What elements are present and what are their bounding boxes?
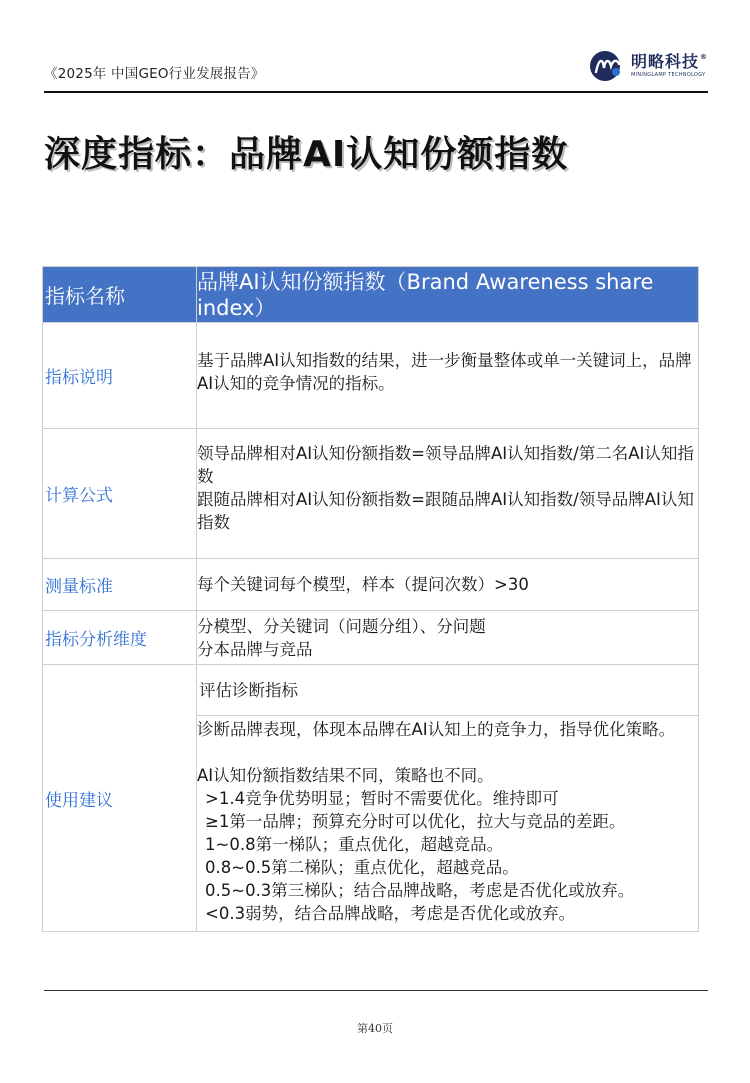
advice-type: 评估诊断指标 [197, 665, 698, 716]
metric-name-label: 指标名称 [43, 267, 197, 323]
dimensions-line-1: 分模型、分关键词（问题分组）、分问题 [197, 616, 486, 636]
standard-label: 测量标准 [43, 559, 197, 611]
table-row-advice [43, 665, 699, 932]
table-row-dimensions [43, 611, 699, 665]
description-value: 基于品牌AI认知指数的结果，进一步衡量整体或单一关键词上，品牌AI认知的竞争情况的指标。 [197, 323, 699, 429]
report-title: 《2025年 中国GEO行业发展报告》 [44, 66, 265, 82]
metric-table [42, 266, 699, 932]
formula-line-leader: 领导品牌相对AI认知份额指数=领导品牌AI认知指数/第二名AI认知指数 [197, 443, 694, 486]
logo-registered-mark: ® [700, 53, 708, 61]
table-header-row [43, 267, 699, 323]
advice-label: 使用建议 [43, 665, 197, 932]
company-logo [589, 50, 708, 82]
advice-tier-6: <0.3弱势，结合品牌战略，考虑是否优化或放弃。 [205, 904, 576, 923]
table-row-standard [43, 559, 699, 611]
advice-tier-5: 0.5~0.3第三梯队；结合品牌战略，考虑是否优化或放弃。 [205, 881, 635, 900]
dimensions-line-2: 分本品牌与竞品 [197, 639, 313, 659]
page-number: 第40页 [357, 1022, 393, 1035]
advice-tier-2: ≥1第一品牌；预算充分时可以优化，拉大与竞品的差距。 [205, 812, 626, 831]
formula-label: 计算公式 [43, 429, 197, 559]
footer-divider [44, 990, 708, 991]
advice-intro: 诊断品牌表现，体现本品牌在AI认知上的竞争力，指导优化策略。 [197, 720, 676, 739]
logo-subtitle: MININGLAMP TECHNOLOGY [630, 72, 706, 78]
logo-name: 明略科技 [630, 52, 699, 71]
table-row-formula [43, 429, 699, 559]
dimensions-label: 指标分析维度 [43, 611, 197, 665]
metric-name-value: 品牌AI认知份额指数（Brand Awareness share index） [197, 267, 699, 323]
page-header [44, 52, 708, 96]
standard-value: 每个关键词每个模型，样本（提问次数）>30 [197, 559, 699, 611]
advice-tier-4: 0.8~0.5第二梯队；重点优化，超越竞品。 [205, 858, 519, 877]
dimensions-value [197, 611, 699, 665]
description-label: 指标说明 [43, 323, 197, 429]
mininglamp-logo-icon [589, 50, 625, 82]
header-divider [44, 91, 708, 93]
formula-value [197, 429, 699, 559]
advice-summary: AI认知份额指数结果不同，策略也不同。 [197, 766, 494, 785]
table-row-description [43, 323, 699, 429]
formula-line-follower: 跟随品牌相对AI认知份额指数=跟随品牌AI认知指数/领导品牌AI认知指数 [197, 489, 694, 532]
advice-tier-3: 1~0.8第一梯队；重点优化，超越竞品。 [205, 835, 504, 854]
advice-value [197, 665, 699, 932]
advice-tier-1: >1.4竞争优势明显；暂时不需要优化。维持即可 [205, 789, 559, 808]
advice-body [197, 716, 698, 931]
page-title: 深度指标：品牌AI认知份额指数 [44, 134, 569, 175]
